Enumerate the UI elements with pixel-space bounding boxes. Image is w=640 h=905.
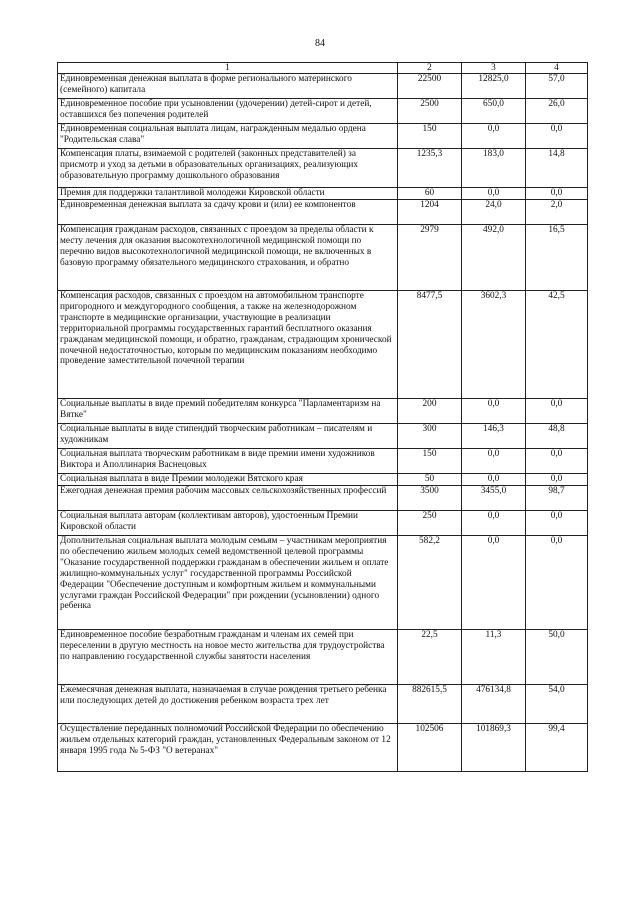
plan-value-cell: 22500 [398,74,462,99]
actual-value-cell: 24,0 [462,200,526,225]
plan-value-cell: 3500 [398,486,462,511]
table-row [58,449,588,474]
percent-cell: 0,0 [526,474,588,486]
plan-value-cell: 250 [398,511,462,536]
plan-value-cell: 882615,5 [398,685,462,724]
row-name-cell: Ежегодная денежная премия рабочим массовых сельскохозяйственных профессий [58,486,398,511]
actual-value-cell: 650,0 [462,99,526,124]
plan-value-cell: 1235,3 [398,149,462,188]
plan-value-cell: 582,2 [398,536,462,630]
actual-value-cell: 0,0 [462,536,526,630]
row-name-cell: Премия для поддержки талантливой молодежи Кировской области [58,188,398,200]
actual-value-cell: 183,0 [462,149,526,188]
plan-value-cell: 300 [398,424,462,449]
percent-cell: 0,0 [526,449,588,474]
table-row [58,486,588,511]
actual-value-cell: 476134,8 [462,685,526,724]
plan-value-cell: 150 [398,124,462,149]
row-name-cell: Единовременная денежная выплата в форме регионального материнского (семейного) капитала [58,74,398,99]
row-name-cell: Ежемесячная денежная выплата, назначаемая в случае рождения третьего ребенка или последующих детей до достижения ребенком возраста трех лет [58,685,398,724]
table-row [58,424,588,449]
table-row [58,630,588,685]
actual-value-cell: 3455,0 [462,486,526,511]
row-name-cell: Социальная выплата творческим работникам в виде премии имени художников Виктора и Аполлинария Васнецовых [58,449,398,474]
row-name-cell: Социальные выплаты в виде стипендий творческим работникам – писателям и художникам [58,424,398,449]
plan-value-cell: 1204 [398,200,462,225]
percent-cell: 48,8 [526,424,588,449]
percent-cell: 26,0 [526,99,588,124]
actual-value-cell: 0,0 [462,124,526,149]
row-name-cell: Дополнительная социальная выплата молодым семьям – участникам мероприятия по обеспечению жильем молодых семей ведомственной целевой программы "Оказание государственной поддержки гражданам в обеспечении жильем и оплате жилищно-коммунальных услуг" государственной программы Российской Федерации "Обеспечение доступным и комфортным жильем и коммунальными услугами граждан Российской Федерации" при рождении (усыновлении) одного ребенка [58,536,398,630]
plan-value-cell: 60 [398,188,462,200]
row-name-cell: Социальная выплата в виде Премии молодежи Вятского края [58,474,398,486]
table-row [58,149,588,188]
table-row [58,511,588,536]
percent-cell: 98,7 [526,486,588,511]
percent-cell: 14,8 [526,149,588,188]
percent-cell: 57,0 [526,74,588,99]
table-row [58,724,588,772]
actual-value-cell: 0,0 [462,188,526,200]
budget-table [57,62,588,772]
actual-value-cell: 101869,3 [462,724,526,772]
percent-cell: 50,0 [526,630,588,685]
table-row [58,200,588,225]
column-header: 2 [398,63,462,74]
row-name-cell: Социальная выплата авторам (коллективам авторов), удостоенным Премии Кировской области [58,511,398,536]
row-name-cell: Единовременная денежная выплата за сдачу крови и (или) ее компонентов [58,200,398,225]
percent-cell: 0,0 [526,124,588,149]
table-row [58,188,588,200]
plan-value-cell: 150 [398,449,462,474]
row-name-cell: Социальные выплаты в виде премий победителям конкурса "Парламентаризм на Вятке" [58,399,398,424]
plan-value-cell: 8477,5 [398,291,462,399]
actual-value-cell: 146,3 [462,424,526,449]
table-row [58,291,588,399]
table-row [58,124,588,149]
column-header: 4 [526,63,588,74]
plan-value-cell: 200 [398,399,462,424]
table-row [58,225,588,291]
actual-value-cell: 0,0 [462,399,526,424]
percent-cell: 99,4 [526,724,588,772]
actual-value-cell: 3602,3 [462,291,526,399]
plan-value-cell: 2979 [398,225,462,291]
row-name-cell: Осуществление переданных полномочий Российской Федерации по обеспечению жильем отдельных категорий граждан, установленных Федеральным законом от 12 января 1995 года № 5-ФЗ "О ветеранах" [58,724,398,772]
percent-cell: 42,5 [526,291,588,399]
actual-value-cell: 11,3 [462,630,526,685]
plan-value-cell: 2500 [398,99,462,124]
table-header-row [58,63,588,74]
percent-cell: 0,0 [526,188,588,200]
table-row [58,536,588,630]
plan-value-cell: 50 [398,474,462,486]
column-header: 3 [462,63,526,74]
percent-cell: 0,0 [526,536,588,630]
row-name-cell: Единовременное пособие безработным гражданам и членам их семей при переселении в другую местность на новое место жительства для трудоустройства по направлению государственной службы занятости населения [58,630,398,685]
actual-value-cell: 492,0 [462,225,526,291]
table-row [58,685,588,724]
percent-cell: 16,5 [526,225,588,291]
actual-value-cell: 0,0 [462,511,526,536]
plan-value-cell: 22,5 [398,630,462,685]
actual-value-cell: 0,0 [462,474,526,486]
actual-value-cell: 0,0 [462,449,526,474]
percent-cell: 2,0 [526,200,588,225]
row-name-cell: Компенсация гражданам расходов, связанных с проездом за пределы области к месту лечения для оказания высокотехнологичной медицинской помощи по перечню видов высокотехнологичной медицинской помощи, не включенных в базовую программу обязательного медицинского страхования, и обратно [58,225,398,291]
actual-value-cell: 12825,0 [462,74,526,99]
table-row [58,99,588,124]
row-name-cell: Единовременная социальная выплата лицам, награжденным медалью ордена "Родительская слава" [58,124,398,149]
percent-cell: 0,0 [526,399,588,424]
table-row [58,74,588,99]
table-row [58,399,588,424]
plan-value-cell: 102506 [398,724,462,772]
row-name-cell: Единовременное пособие при усыновлении (удочерении) детей-сирот и детей, оставшихся без попечения родителей [58,99,398,124]
percent-cell: 54,0 [526,685,588,724]
page-number: 84 [315,38,325,49]
row-name-cell: Компенсация платы, взимаемой с родителей (законных представителей) за присмотр и уход за детьми в образовательных организациях, реализующих образовательную программу дошкольного образования [58,149,398,188]
column-header: 1 [58,63,398,74]
percent-cell: 0,0 [526,511,588,536]
row-name-cell: Компенсация расходов, связанных с проездом на автомобильном транспорте пригородного и междугородного сообщения, а также на железнодорожном транспорте в медицинские организации, участвующие в реализации территориальной программы государственных гарантий бесплатного оказания гражданам медицинской помощи, и обратно, гражданам, страдающим хронической почечной недостаточностью, которым по медицинским показаниям необходимо проведение заместительной почечной терапии [58,291,398,399]
table-row [58,474,588,486]
